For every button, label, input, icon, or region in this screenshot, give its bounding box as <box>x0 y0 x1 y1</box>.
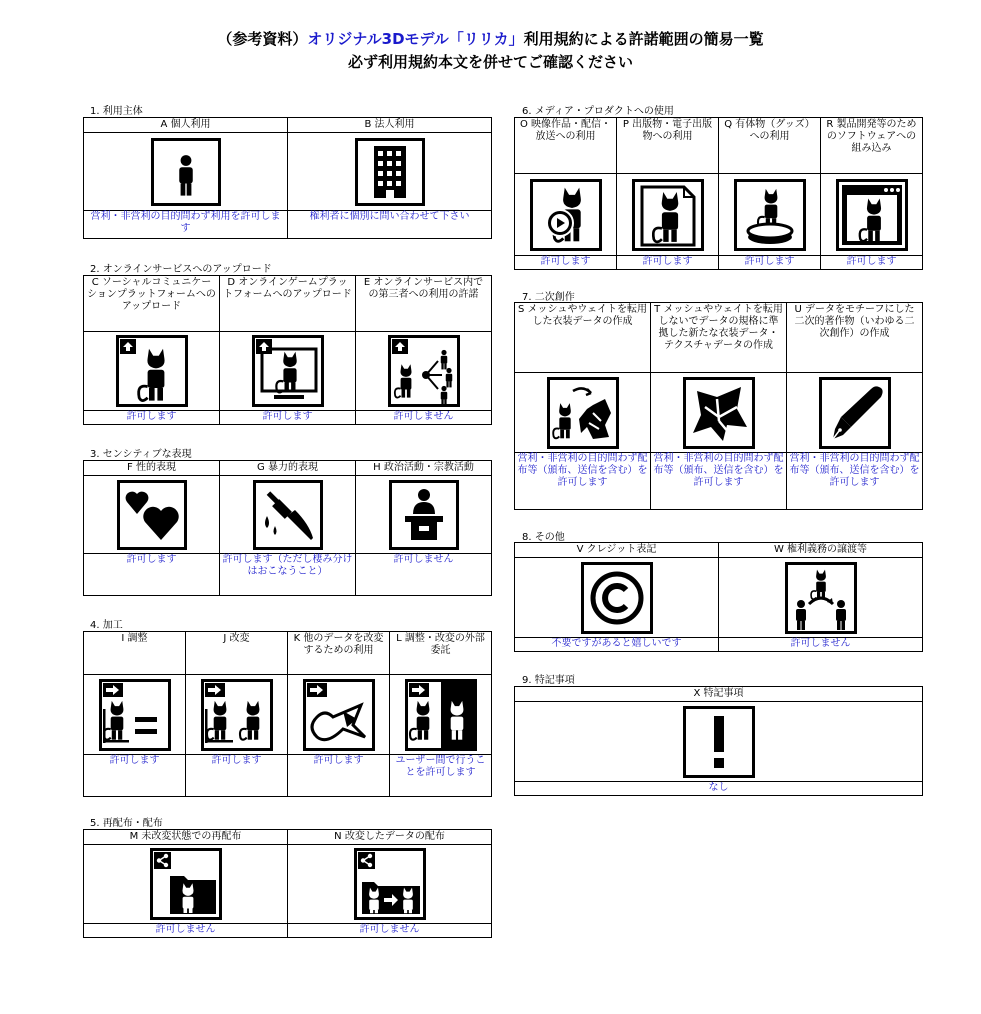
cell-r-header: R 製品開発等のためのソフトウェアへの組み込み <box>821 118 923 174</box>
cell-i-footer: 許可します <box>84 755 186 797</box>
cell-p-header: P 出版物・電子出版物への利用 <box>617 118 719 174</box>
cell-u-header: U データをモチーフにした二次的著作物（いわゆる二次創作）の作成 <box>787 303 923 373</box>
cell-n-footer: 許可しません <box>288 924 492 938</box>
title-suffix: 利用規約による許諾範囲の簡易一覧 <box>523 30 764 48</box>
adjust-icon <box>99 679 171 751</box>
section-1-table <box>83 117 492 239</box>
title-prefix: （参考資料） <box>217 30 308 48</box>
section-6-table <box>514 117 923 270</box>
exclamation-icon <box>683 706 755 778</box>
cell-k-header: K 他のデータを改変するための利用 <box>288 632 390 675</box>
cell-f-footer: 許可します <box>84 554 220 596</box>
cell-a-footer: 営利・非営利の目的問わず利用を許可します <box>84 211 288 239</box>
cell-m-header: M 未改変状態での再配布 <box>84 830 288 845</box>
cell-e-header: E オンラインサービス内での第三者への利用の許諾 <box>356 276 492 332</box>
transfer-icon <box>785 562 857 634</box>
section-2-table <box>83 275 492 425</box>
section-label-5: 5. 再配布・配布 <box>90 818 163 829</box>
cell-g-footer: 許可します（ただし棲み分けはおこなうこと） <box>220 554 356 596</box>
game-upload-icon <box>252 335 324 407</box>
other-data-icon <box>303 679 375 751</box>
section-label-2: 2. オンラインサービスへのアップロード <box>90 264 272 275</box>
cell-b-header: B 法人利用 <box>288 118 492 133</box>
title-model-name: オリジナル3Dモデル「リリカ」 <box>307 30 524 48</box>
redistribute-icon <box>150 848 222 920</box>
cell-q-footer: 許可します <box>719 256 821 270</box>
modify-icon <box>201 679 273 751</box>
cell-a-header: A 個人利用 <box>84 118 288 133</box>
section-7-table <box>514 302 923 510</box>
section-4-table <box>83 631 492 797</box>
section-9-table <box>514 686 923 796</box>
software-icon <box>836 179 908 251</box>
video-icon <box>530 179 602 251</box>
cell-l-footer: ユーザー間で行うことを許可します <box>390 755 492 797</box>
cell-f-header: F 性的表現 <box>84 461 220 476</box>
cell-v-header: V クレジット表記 <box>515 543 719 558</box>
publication-icon <box>632 179 704 251</box>
cell-g-header: G 暴力的表現 <box>220 461 356 476</box>
cell-b-footer: 権利者に個別に問い合わせて下さい <box>288 211 492 239</box>
cell-h-footer: 許可しません <box>356 554 492 596</box>
section-label-8: 8. その他 <box>522 532 565 543</box>
figure-icon <box>734 179 806 251</box>
cell-w-footer: 許可しません <box>719 638 923 652</box>
cell-c-header: C ソーシャルコミュニケーションプラットフォームへのアップロード <box>84 276 220 332</box>
cell-t-header: T メッシュやウェイトを転用しないでデータの規格に準拠した新たな衣装データ・テクスチャデータの作成 <box>651 303 787 373</box>
cell-i-header: I 調整 <box>84 632 186 675</box>
cell-j-footer: 許可します <box>186 755 288 797</box>
cell-d-footer: 許可します <box>220 411 356 425</box>
section-label-9: 9. 特記事項 <box>522 675 575 686</box>
pen-icon <box>819 377 891 449</box>
cell-v-footer: 不要ですがあると嬉しいです <box>515 638 719 652</box>
podium-icon <box>389 480 459 550</box>
cell-x-footer: なし <box>515 782 923 796</box>
copyright-icon <box>581 562 653 634</box>
cell-x-header: X 特記事項 <box>515 687 923 702</box>
document-subtitle: 必ず利用規約本文を併せてご確認ください <box>347 53 633 71</box>
cell-n-header: N 改変したデータの配布 <box>288 830 492 845</box>
cell-e-footer: 許可しません <box>356 411 492 425</box>
cell-m-footer: 許可しません <box>84 924 288 938</box>
cell-s-footer: 営利・非営利の目的問わず配布等（頒布、送信を含む）を許可します <box>515 453 651 510</box>
share-third-party-icon <box>388 335 460 407</box>
section-label-3: 3. センシティブな表現 <box>90 449 192 460</box>
cell-h-header: H 政治活動・宗教活動 <box>356 461 492 476</box>
cell-c-footer: 許可します <box>84 411 220 425</box>
cell-o-header: O 映像作品・配信・放送への利用 <box>515 118 617 174</box>
section-label-6: 6. メディア・プロダクトへの使用 <box>522 106 674 117</box>
section-label-1: 1. 利用主体 <box>90 106 143 117</box>
person-icon <box>151 138 221 206</box>
document-title <box>0 28 981 49</box>
cell-d-header: D オンラインゲームプラットフォームへのアップロード <box>220 276 356 332</box>
knife-icon <box>253 480 323 550</box>
hearts-icon <box>117 480 187 550</box>
cell-j-header: J 改変 <box>186 632 288 675</box>
cell-q-header: Q 有体物（グッズ）への利用 <box>719 118 821 174</box>
section-label-7: 7. 二次創作 <box>522 292 575 303</box>
section-3-table <box>83 460 492 596</box>
cell-l-header: L 調整・改変の外部委託 <box>390 632 492 675</box>
cell-t-footer: 営利・非営利の目的問わず配布等（頒布、送信を含む）を許可します <box>651 453 787 510</box>
cell-r-footer: 許可します <box>821 256 923 270</box>
section-label-4: 4. 加工 <box>90 620 123 631</box>
modified-distribute-icon <box>354 848 426 920</box>
cell-p-footer: 許可します <box>617 256 719 270</box>
cell-u-footer: 営利・非営利の目的問わず配布等（頒布、送信を含む）を許可します <box>787 453 923 510</box>
building-icon <box>355 138 425 206</box>
cell-w-header: W 権利義務の譲渡等 <box>719 543 923 558</box>
cell-s-header: S メッシュやウェイトを転用した衣装データの作成 <box>515 303 651 373</box>
section-8-table <box>514 542 923 652</box>
section-5-table <box>83 829 492 938</box>
upload-cat-icon <box>116 335 188 407</box>
cloth-icon <box>683 377 755 449</box>
costume-icon <box>547 377 619 449</box>
outsource-icon <box>405 679 477 751</box>
cell-o-footer: 許可します <box>515 256 617 270</box>
cell-k-footer: 許可します <box>288 755 390 797</box>
